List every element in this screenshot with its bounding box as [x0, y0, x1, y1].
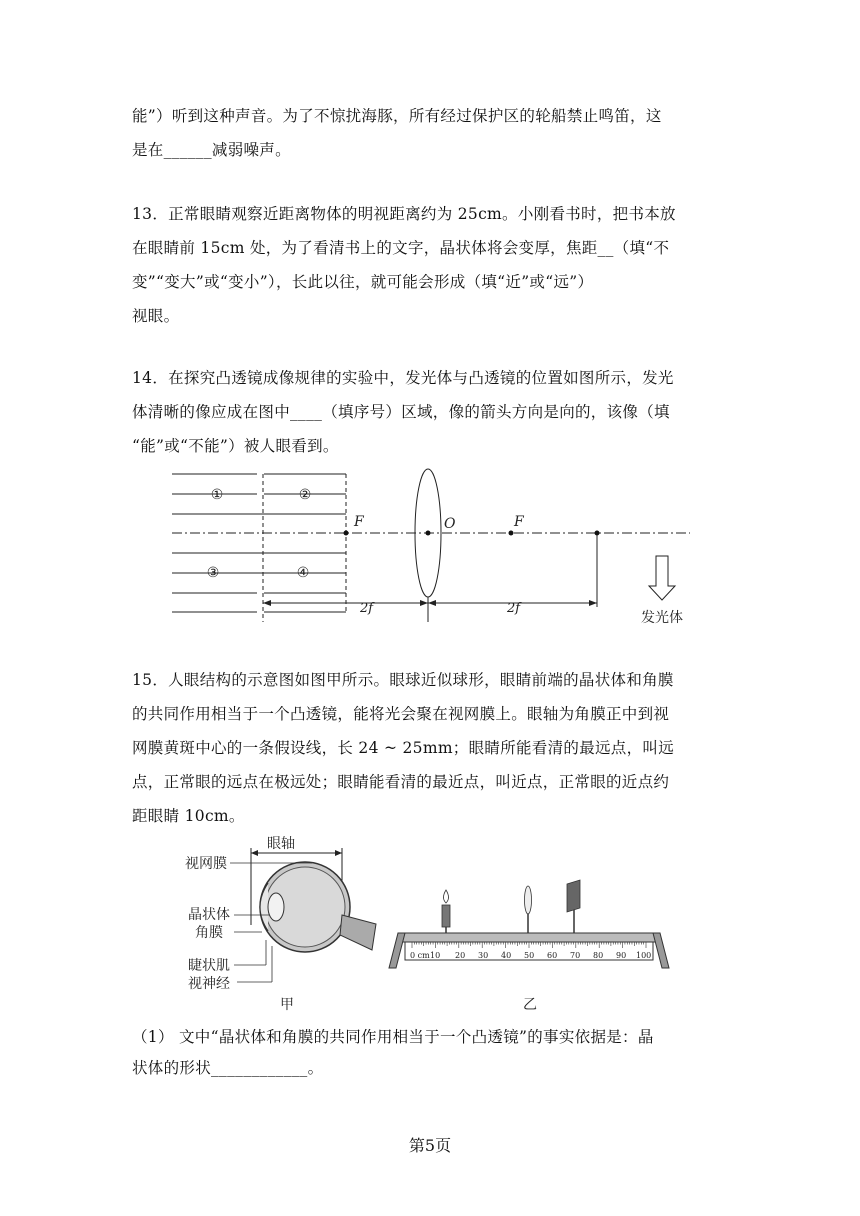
- bench-tick-label: 20: [455, 951, 466, 960]
- bench-tick-label: 40: [501, 951, 512, 960]
- eye-axis-label: 眼轴: [267, 836, 295, 852]
- q15-line: 15．人眼结构的示意图如图甲所示。眼球近似球形，眼睛前端的晶状体和角膜: [132, 671, 674, 689]
- object-label: 发光体: [641, 610, 683, 626]
- focus-left-label: F: [354, 514, 364, 530]
- ciliary-muscle-label: 睫状肌: [188, 958, 230, 974]
- region-1-label: ①: [210, 487, 224, 503]
- q15-line: 点，正常眼的远点在极远处；眼睛能看清的最近点，叫近点，正常眼的近点约: [132, 773, 670, 791]
- caption-jia: 甲: [280, 997, 294, 1013]
- q15-subq-line: 状体的形状____________。: [132, 1059, 324, 1077]
- optic-nerve-label: 视神经: [188, 976, 230, 992]
- candle-icon: [442, 890, 450, 933]
- bench-tick-label: 80: [593, 951, 604, 960]
- dist-left-label: 2f: [360, 601, 374, 616]
- q15-line: 网膜黄斑中心的一条假设线，长 24 ~ 25mm；眼睛所能看清的最远点，叫远: [132, 739, 675, 757]
- page-number: 第5页: [408, 1136, 452, 1155]
- q13-line: 在眼睛前 15cm 处，为了看清书上的文字，晶状体将会变厚，焦距__（填“不: [132, 239, 670, 257]
- bench-tick-label: 100: [636, 951, 652, 960]
- eye-figure: [0, 820, 860, 1020]
- q15-line: 距眼睛 10cm。: [132, 807, 245, 825]
- bench-tick-label: 70: [570, 951, 581, 960]
- q14-line: 14．在探究凸透镜成像规律的实验中，发光体与凸透镜的位置如图所示，发光: [132, 369, 674, 387]
- dist-right-label: 2f: [507, 601, 521, 616]
- q13-line: 变”“变大”或“变小”），长此以往，就可能会形成（填“近”或“远”）: [132, 273, 594, 291]
- focus-right-label: F: [514, 514, 524, 530]
- q15-subq-line: （1） 文中“晶状体和角膜的共同作用相当于一个凸透镜”的事实依据是：晶: [132, 1028, 654, 1046]
- bench-tick-label: 60: [547, 951, 558, 960]
- lens-holder-icon: [525, 886, 532, 933]
- optical-bench: [389, 880, 669, 968]
- text-line: 能”）听到这种声音。为了不惊扰海豚，所有经过保护区的轮船禁止鸣笛，这: [132, 107, 662, 125]
- retina-label: 视网膜: [185, 856, 227, 872]
- text-line: 是在______减弱噪声。: [132, 141, 291, 159]
- bench-tick-label: 50: [524, 951, 535, 960]
- lens-center-label: O: [444, 516, 456, 532]
- bench-tick-label: 90: [616, 951, 627, 960]
- region-4-label: ④: [296, 565, 310, 581]
- caption-yi: 乙: [523, 997, 537, 1013]
- lens-label: 晶状体: [188, 907, 230, 923]
- region-3-label: ③: [206, 565, 220, 581]
- bench-tick-label: 0 cm: [410, 951, 430, 960]
- cornea-label: 角膜: [195, 925, 223, 941]
- q13-line: 视眼。: [132, 307, 180, 325]
- q15-line: 的共同作用相当于一个凸透镜，能将光会聚在视网膜上。眼轴为角膜正中到视: [132, 705, 670, 723]
- bench-tick-label: 10: [430, 951, 441, 960]
- screen-icon: [567, 880, 580, 933]
- q13-line: 13．正常眼睛观察近距离物体的明视距离约为 25cm。小刚看书时，把书本放: [132, 205, 676, 223]
- q14-line: “能”或“不能”）被人眼看到。: [132, 437, 339, 455]
- bench-tick-label: 30: [478, 951, 489, 960]
- region-2-label: ②: [298, 487, 312, 503]
- q14-line: 体清晰的像应成在图中____（填序号）区域，像的箭头方向是向的，该像（填: [132, 403, 670, 421]
